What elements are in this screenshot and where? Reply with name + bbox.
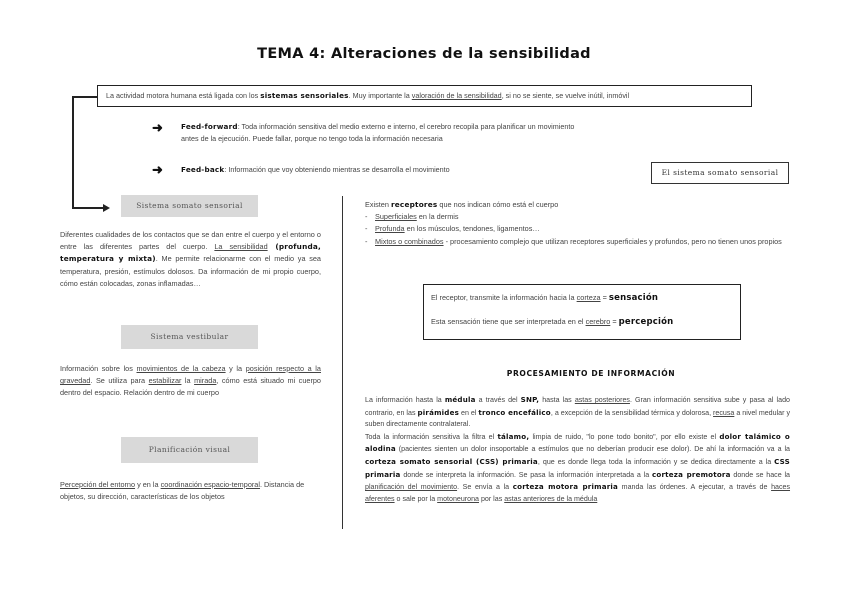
somato-b1: (profunda, temperatura y mixta)	[60, 242, 321, 264]
intro-underline: valoración de la sensibilidad	[411, 91, 502, 100]
proc-u2: recusa	[713, 408, 735, 417]
visual-u2: coordinación espacio-temporal	[160, 480, 260, 489]
intro-text-pre: La actividad motora humana está ligada con los	[106, 91, 261, 100]
feedforward-line1: : Toda información sensitiva del medio externo e interno, el cerebro recopila para planificar un movimiento	[237, 122, 575, 131]
proc-u5: motoneurona	[437, 494, 479, 503]
proc-b10: corteza motora primaria	[512, 482, 619, 492]
receptor-type: Mixtos o combinados	[375, 236, 444, 246]
intro-bold: sistemas sensoriales	[260, 91, 349, 100]
vestibular-u1: movimientos de la cabeza	[136, 364, 226, 373]
intro-text-post: , si no se siente, se vuelve inútil, inmóvil	[501, 91, 630, 100]
receptor-desc: - procesamiento complejo que utilizan receptores superficiales y profundos, pero no tienen unos propios	[443, 236, 782, 246]
receptores-list	[365, 211, 790, 248]
feedforward-text	[181, 121, 701, 145]
vestibular-text	[60, 363, 321, 400]
receptor-desc: en los músculos, tendones, ligamentos…	[404, 224, 540, 234]
proc-c5: donde se interpreta la información. Se pasa la información interpretada a la	[400, 470, 652, 479]
sensacion-percepcion-box	[423, 284, 741, 340]
proc-b1: médula	[444, 395, 476, 404]
vestibular-t2: y la	[225, 364, 246, 373]
proc-c6: donde se hace la	[730, 470, 790, 479]
proc-b9: corteza premotora	[652, 469, 731, 479]
receptor-desc: en la dermis	[416, 212, 459, 222]
proc-a2: a través del	[475, 396, 521, 404]
proc-u6: astas anteriores de la médula	[504, 494, 598, 503]
box-line-2	[431, 316, 741, 328]
somato-t2: . Me permite relacionarme con el medio ya sea temperatura, presión, estímulos dolosos. Da información de mi propio cuerpo, cómo están colocadas, zonas inflamadas…	[60, 254, 321, 288]
proc-c8: manda las órdenes. A ejecutar, a través de	[618, 483, 772, 492]
box-l2-b: percepción	[618, 317, 674, 327]
somato-u1: La sensibilidad	[214, 242, 268, 252]
receptores-pre: Existen	[365, 200, 391, 209]
intro-box	[97, 85, 752, 107]
bracket-top	[72, 96, 97, 98]
box-l2-pre: Esta sensación tiene que ser interpretada en el	[431, 317, 586, 326]
vestibular-t4: la	[181, 376, 195, 386]
box-l1-u: corteza	[576, 293, 601, 302]
feedback-label: Feed-back	[181, 165, 225, 174]
proc-a6: , a excepción de la sensibilidad térmica y dolorosa,	[550, 408, 714, 417]
proc-b5: tálamo,	[497, 431, 530, 441]
proc-a4: . Gran información sensitiva sube y pasa al lado contrario, en las	[365, 396, 790, 417]
list-item	[365, 211, 790, 223]
proc-a5: en el	[459, 408, 479, 417]
proc-b6: dolor talámico o alodina	[365, 431, 790, 454]
proc-b4: tronco encefálico	[478, 407, 551, 417]
box-l2-eq: =	[610, 317, 619, 326]
box-line-1	[431, 292, 741, 304]
proc-b7: corteza somato sensorial (CSS) primaria	[365, 456, 538, 466]
vestibular-t5: , cómo está situado mi cuerpo dentro del espacio. Relación dentro de mi cuerpo	[60, 376, 321, 398]
visual-text	[60, 479, 321, 503]
visual-t2: . Distancia de objetos, su dirección, características de los objetos	[60, 480, 305, 502]
vestibular-u2: posición respecto a la gravedad	[60, 364, 321, 386]
somato-header: Sistema somato sensorial	[121, 195, 258, 217]
proc-a1: La información hasta la	[365, 396, 445, 404]
feedback-text	[181, 164, 641, 176]
bracket-arrowhead	[103, 204, 110, 212]
list-item	[365, 223, 790, 235]
feedback-arrow-icon: ➜	[152, 162, 163, 177]
visual-header: Planificación visual	[121, 437, 258, 463]
receptores-bold: receptores	[390, 200, 438, 209]
proc-u4: haces aferentes	[365, 483, 791, 503]
vestibular-header: Sistema vestibular	[121, 325, 258, 349]
proc-c9: o sale por la	[394, 494, 438, 503]
proc-c3: (pacientes sienten un dolor insoportable a estímulos que no deberían producir ese dolor). De ahí la información va a la	[395, 445, 790, 454]
receptor-type: Superficiales	[375, 212, 417, 222]
proc-u1: astas posteriores	[574, 396, 630, 404]
box-l1-eq: =	[600, 293, 609, 302]
page-title: TEMA 4: Alteraciones de la sensibilidad	[257, 46, 591, 62]
box-l1-b: sensación	[608, 293, 659, 303]
column-divider	[342, 196, 343, 529]
vestibular-u3: estabilizar	[148, 376, 182, 386]
proc-b3: pirámides	[417, 407, 460, 417]
receptores-intro	[365, 199, 790, 211]
bracket-vertical	[72, 96, 74, 209]
vestibular-u4: mirada	[194, 376, 217, 386]
vestibular-t1: Información sobre los	[60, 364, 137, 373]
vestibular-t3: . Se utiliza para	[90, 376, 149, 386]
intro-text-mid: . Muy importante la	[348, 91, 412, 100]
somato-sensorial-tag: El sistema somato sensorial	[651, 162, 789, 184]
visual-t1: y en la	[135, 480, 161, 489]
proc-u3: planificación del movimiento	[365, 483, 458, 492]
visual-u1: Percepción del entorno	[60, 480, 136, 489]
box-l1-pre: El receptor, transmite la información hacia la	[431, 293, 577, 302]
proc-c7: . Se envía a la	[457, 483, 513, 492]
feedforward-arrow-icon: ➜	[152, 120, 163, 135]
proc-a3: hasta las	[539, 396, 575, 404]
proc-c4: , que es donde llega toda la información y se dedica directamente a la	[537, 457, 775, 466]
feedforward-line2: antes de la ejecución. Puede fallar, porque no tengo toda la información necesaria	[181, 134, 443, 143]
feedback-line: : Información que voy obteniendo mientras se desarrolla el movimiento	[224, 165, 450, 174]
receptores-post: que nos indican cómo está el cuerpo	[437, 200, 559, 209]
proc-c10: por las	[478, 494, 505, 503]
procesamiento-title: PROCESAMIENTO DE INFORMACIÓN	[506, 369, 676, 378]
proc-b2: SNP,	[520, 395, 540, 404]
proc-c2: limpia de ruido, "lo pone todo bonito", por ello existe el	[529, 432, 720, 441]
bracket-bottom	[72, 207, 105, 209]
feedforward-label: Feed-forward	[181, 122, 238, 131]
receptores-block	[365, 199, 790, 248]
list-item	[365, 236, 790, 248]
receptor-type: Profunda	[375, 224, 405, 234]
proc-b8: CSS primaria	[365, 456, 790, 479]
procesamiento-text	[365, 394, 790, 505]
proc-a7: a nivel medular y suben directamente contralateral.	[365, 408, 790, 429]
somato-text	[60, 229, 321, 290]
box-l2-u: cerebro	[585, 317, 611, 326]
somato-t1: Diferentes cualidades de los contactos que se dan entre el cuerpo y el entorno o entre las diferentes partes del cuerpo.	[60, 230, 321, 252]
proc-c1: Toda la información sensitiva la filtra el	[365, 432, 498, 441]
